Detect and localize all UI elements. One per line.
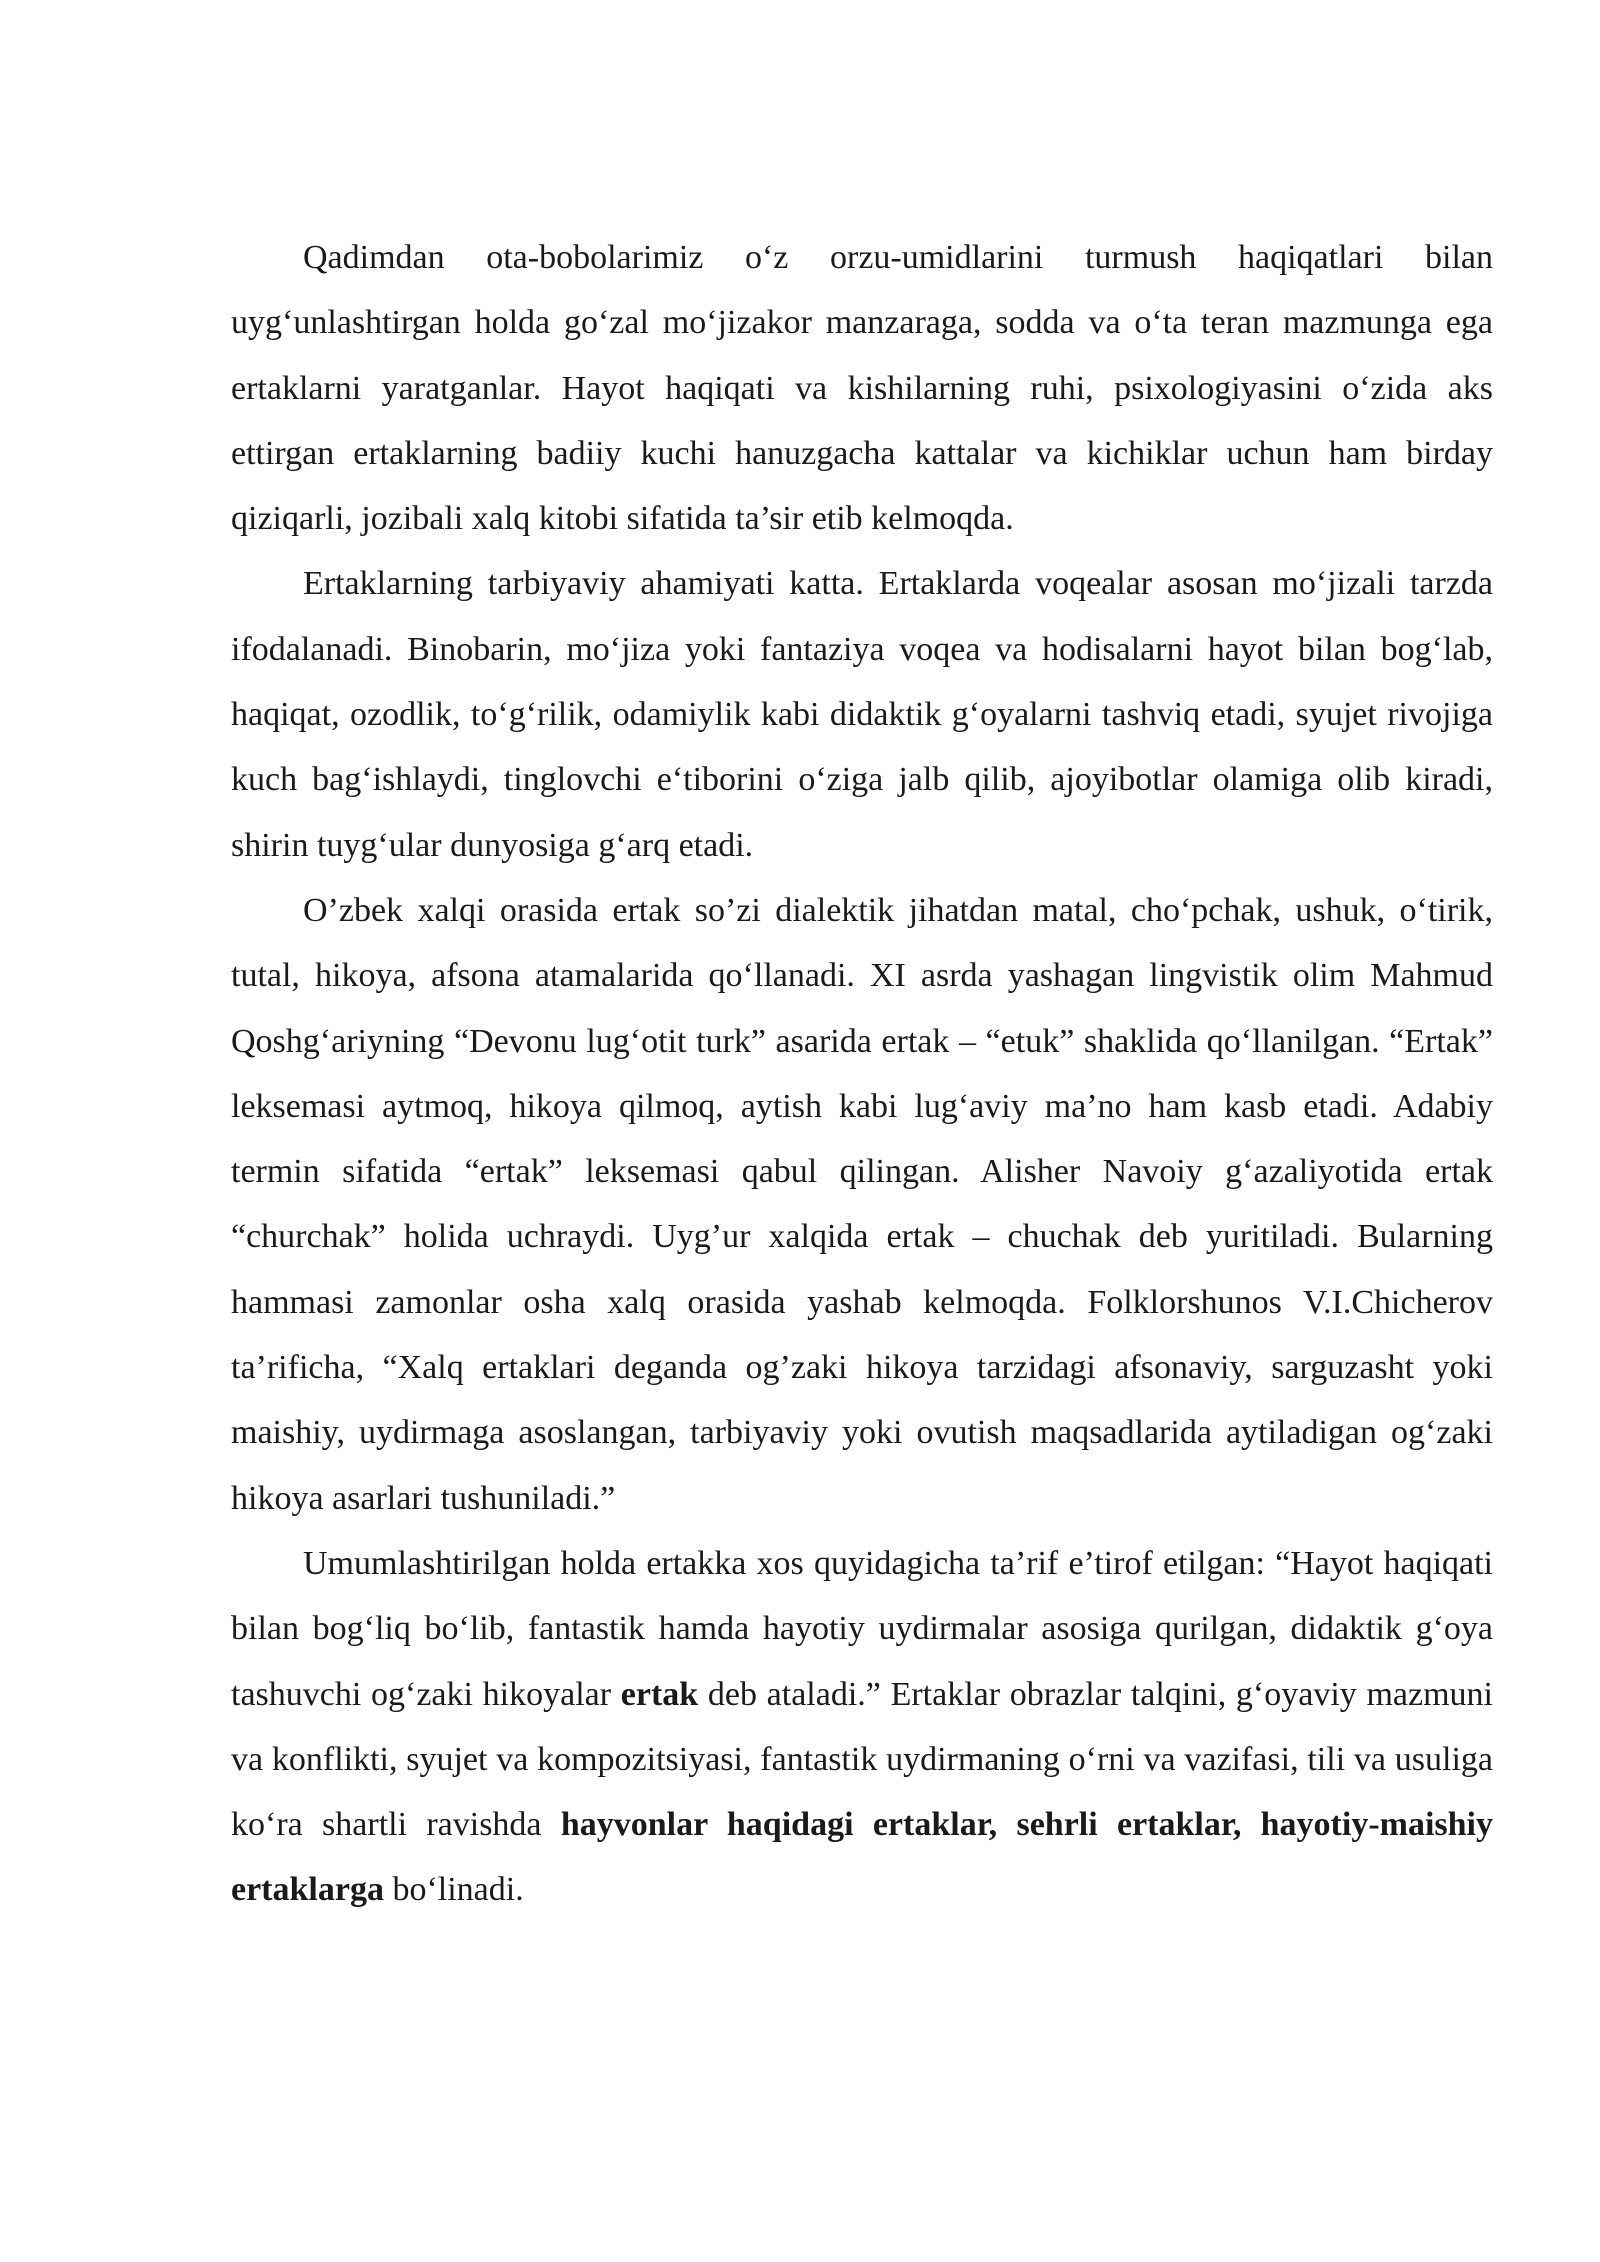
paragraph-1-text: Qadimdan ota-bobolarimiz o‘z orzu-umidlarini turmush haqiqatlari bilan uyg‘unlashtirgan holda go‘zal mo‘jizakor manzaraga, sodda va o‘ta teran mazmunga ega ertaklarni yaratganlar. Hayot haqiqati va kishilarning ruhi, psixologiyasini o‘zida aks ettirgan ertaklarning badiiy kuchi hanuzgacha kattalar va kichiklar uchun ham birday qiziqarli, jozibali xalq kitobi sifatida ta’sir etib kelmoqda.: [231, 239, 1493, 538]
paragraph-4-term-ertak: ertak: [620, 1675, 699, 1713]
paragraph-2: [231, 551, 1493, 877]
paragraph-4-term-categories: hayvonlar haqidagi ertaklar, sehrli ertaklar, hayotiy-maishiy ertaklarga: [231, 1806, 1493, 1909]
paragraph-4: [231, 1531, 1493, 1923]
paragraph-1: [231, 225, 1493, 551]
paragraph-3-text: O’zbek xalqi orasida ertak so’zi dialektik jihatdan matal, cho‘pchak, ushuk, o‘tirik, tutal, hikoya, afsona atamalarida qo‘llanadi. XI asrda yashagan lingvistik olim Mahmud Qoshg‘ariyning “Devonu lug‘otit turk” asarida ertak – “etuk” shaklida qo‘llanilgan. “Ertak” leksemasi aytmoq, hikoya qilmoq, aytish kabi lug‘aviy ma’no ham kasb etadi. Adabiy termin sifatida “ertak” leksemasi qabul qilingan. Alisher Navoiy g‘azaliyotida ertak “churchak” holida uchraydi. Uyg’ur xalqida ertak – chuchak deb yuritiladi. Bularning hammasi zamonlar osha xalq orasida yashab kelmoqda. Folklorshunos V.I.Chicherov ta’rificha, “Xalq ertaklari deganda og’zaki hikoya tarzidagi afsonaviy, sarguzasht yoki maishiy, uydirmaga asoslangan, tarbiyaviy yoki ovutish maqsadlarida aytiladigan og‘zaki hikoya asarlari tushuniladi.”: [231, 891, 1493, 1517]
document-page: [231, 225, 1493, 1923]
paragraph-2-text: Ertaklarning tarbiyaviy ahamiyati katta. Ertaklarda voqealar asosan mo‘jizali tarzda ifodalanadi. Binobarin, mo‘jiza yoki fantaziya voqea va hodisalarni hayot bilan bog‘lab, haqiqat, ozodlik, to‘g‘rilik, odamiylik kabi didaktik g‘oyalarni tashviq etadi, syujet rivojiga kuch bag‘ishlaydi, tinglovchi e‘tiborini o‘ziga jalb qilib, ajoyibotlar olamiga olib kiradi, shirin tuyg‘ular dunyosiga g‘arq etadi.: [231, 565, 1493, 864]
paragraph-4-text-a: Umumlashtirilgan holda ertakka xos quyidagicha ta’rif e’tirof etilgan: “Hayot haqiqati bilan bog‘liq bo‘lib, fantastik hamda hayotiy uydirmalar asosiga qurilgan, didaktik g‘oya tashuvchi og‘zaki hikoyalar: [231, 1544, 1493, 1713]
paragraph-3: [231, 878, 1493, 1531]
paragraph-4-text-b: deb ataladi.” Ertaklar obrazlar talqini, g‘oyaviy mazmuni va konflikti, syujet va kompozitsiyasi, fantastik uydirmaning o‘rni va vazifasi, tili va usuliga ko‘ra shartli ravishda: [231, 1675, 1493, 1844]
paragraph-4-text-c: bo‘linadi.: [383, 1871, 524, 1909]
